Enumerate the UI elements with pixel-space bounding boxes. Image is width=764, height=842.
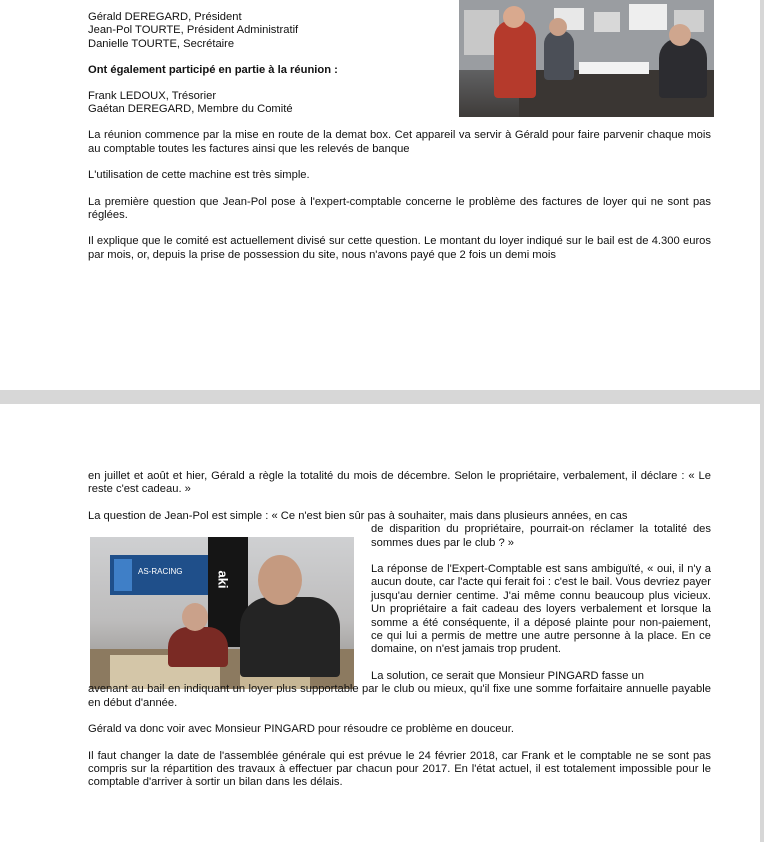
- paragraph-continuation: en juillet et août et hier, Gérald a règle la totalité du mois de décembre. Selon le propriétaire, verbalement, il déclare : « Le reste c'est cadeau. »: [88, 470, 711, 496]
- paragraph-solution-start: La solution, ce serait que Monsieur PINGARD fasse un: [371, 669, 644, 682]
- paragraph-question-rest: de disparition du propriétaire, pourrait-on réclamer la totalité des sommes dues par le club ? »: [371, 523, 711, 549]
- paragraph-demat-box: La réunion commence par la mise en route de la demat box. Cet appareil va servir à Gérald pour faire parvenir chaque mois au comptable toutes les factures ainsi que les relevés de banque: [88, 129, 711, 155]
- attendee: Frank LEDOUX, Trésorier: [88, 89, 217, 102]
- document-page-2: [0, 404, 760, 842]
- paragraph-rent-amount: Il explique que le comité est actuellement divisé sur cette question. Le montant du loyer indiqué sur le bail est de 4.300 euros par mois, or, depuis la prise de possession du site, nous n'avons payé que 2 fois un demi mois: [88, 235, 711, 261]
- partial-attendee-list: [88, 90, 711, 117]
- attendee: Jean-Pol TOURTE, Président Administratif: [88, 24, 299, 37]
- page1-text: [88, 11, 711, 262]
- page2-text: [88, 470, 711, 790]
- paragraph-question-line1: La question de Jean-Pol est simple : « Ce n'est bien sûr pas à souhaiter, mais dans plusieurs années, en cas: [88, 509, 628, 522]
- paragraph-solution-rest: avenant au bail en indiquant un loyer plus supportable par le club ou mieux, qu'il fixe une somme forfaitaire annuelle payable en début d'année.: [88, 683, 711, 709]
- document-page-1: [0, 0, 760, 390]
- attendee-list: [88, 11, 711, 51]
- attendee: Gérald DEREGARD, Président: [88, 11, 242, 23]
- attendee: Danielle TOURTE, Secrétaire: [88, 37, 235, 50]
- paragraph-gerald: Gérald va donc voir avec Monsieur PINGARD pour résoudre ce problème en douceur.: [88, 723, 514, 736]
- partial-attendance-heading: Ont également participé en partie à la réunion :: [88, 64, 338, 77]
- wrapped-text-column: [371, 523, 711, 683]
- sign-text: AS-RACING: [138, 567, 183, 576]
- paragraph-machine-simple: L'utilisation de cette machine est très simple.: [88, 169, 310, 182]
- paragraph-first-question: La première question que Jean-Pol pose à l'expert-comptable concerne le problème des factures de loyer qui ne sont pas réglées.: [88, 195, 711, 222]
- paragraph-assembly: Il faut changer la date de l'assemblée générale qui est prévue le 24 février 2018, car Frank et le comptable ne se sont pas compris sur la répartition des travaux à effectuer par chacun pour 2017. En l'état actuel, il est totalement impossible pour le comptable d'arriver à sortir un bilan dans les délais.: [88, 749, 711, 789]
- paragraph-answer: La réponse de l'Expert-Comptable est sans ambiguïté, « oui, il n'y a aucun doute, car l'acte qui ferait foi : c'est le bail. Vous devriez payer jusqu'au dernier centime. J'ai même connu beaucoup plus vicieux. Un propriétaire a fait cadeau des loyers verbalement et lorsque la somme a été conséquente, il a déposé plainte pour non-paiement, ce qui lui a permis de mettre une autre personne à la place. En ce domaine, on n'est jamais trop prudent.: [371, 563, 711, 656]
- attendee: Gaétan DEREGARD, Membre du Comité: [88, 103, 293, 116]
- banner-text: aki: [215, 570, 231, 589]
